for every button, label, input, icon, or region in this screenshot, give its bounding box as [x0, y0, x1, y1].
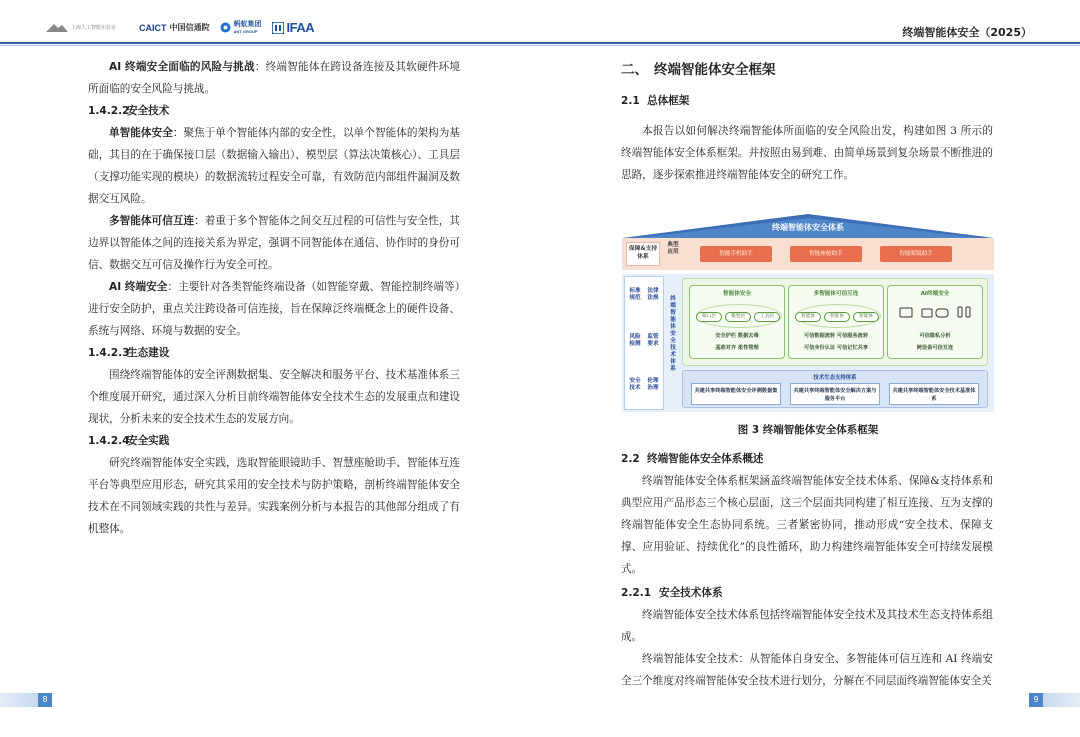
paragraph-text: ：终端智能体在跨设备连接及其软硬件环境所面临的安全风险与挑战。: [88, 61, 461, 95]
card-agent-security: [689, 285, 785, 359]
antgroup-logo-cn: 蚂蚁集团: [233, 20, 262, 28]
app-glasses-assistant: 智能眼镜助手: [880, 246, 952, 262]
heading-number: 1.4.2.4: [88, 435, 130, 447]
ifaa-logo-text: IFAA: [286, 20, 315, 35]
paragraph-ecosystem: 围绕终端智能体的安全评测数据集、安全解决和服务平台、技术基准体系三个维度展开研究，通过深入分析目前终端智能体安全技术生态的发展重点和建设现状，分析未来的安全技术生态的发展方向。: [88, 369, 460, 425]
heading-text: 总体框架: [647, 95, 690, 107]
antgroup-mark-icon: [220, 22, 231, 33]
heading-chapter-2: [621, 60, 993, 80]
antgroup-logo-text: [234, 21, 262, 35]
pill-agent-1: 智能体: [795, 312, 821, 322]
header-divider: [0, 42, 1080, 44]
paragraph-text: ：聚焦于单个智能体内部的安全性，以单个智能体的架构为基础，其目的在于确保接口层（数据输入输出）、模型层（算法决策核心）、工具层（支撑功能实现的模块）的数据流转过程安全可靠，有效防范内部组件漏洞及数据交互风险。: [88, 127, 460, 205]
eco-card-dataset: 共建共享终端智能体安全评测数据集: [691, 383, 781, 405]
security-tech-area: [682, 278, 988, 366]
heading-1-4-2-3: [88, 342, 460, 364]
support-system-label: 保障&支持体系: [626, 242, 660, 266]
ifaa-logo: [272, 20, 315, 35]
heading-text: 安全技术: [127, 105, 170, 117]
car-icon: [922, 309, 932, 317]
app-cockpit-assistant: 智能座舱助手: [790, 246, 862, 262]
heading-text: 终端智能体安全体系概述: [647, 453, 764, 465]
app-phone-assistant: 智能手机助手: [700, 246, 772, 262]
antgroup-logo-en: ANT GROUP: [233, 28, 258, 34]
heading-text: 生态建设: [127, 347, 170, 359]
pill-agent-2: 智能体: [824, 312, 850, 322]
paragraph-tech-dimensions: 终端智能体安全技术：从智能体自身安全、多智能体可信互连和 AI 终端安全三个维度对终端智能体安全技术进行划分，分解在不同层面终端智能体安全关: [621, 653, 993, 687]
heading-number: 1.4.2.2: [88, 105, 130, 117]
term-ai-terminal: AI 终端安全: [109, 281, 168, 293]
term-single-agent: 单智能体安全: [109, 127, 173, 139]
figure-caption: 图 3 终端智能体安全体系框架: [737, 424, 879, 436]
paragraph-ai-terminal: [88, 276, 460, 342]
paragraph-system-overview: 终端智能体安全体系框架涵盖终端智能体安全技术体系、保障&支持体系和典型应用产品形态三个核心层面，这三个层面共同构建了相互连接、互为支撑的终端智能体安全生态协同系统。三者紧密协同，推动形成“安全技术、保障支撑、应用验证、持续优化”的良性循环，助力构建终端智能体安全可持续发展模式。: [621, 475, 993, 575]
paragraph-ai-terminal-risk: [88, 56, 460, 100]
ecosystem-title: 技术生态支持体系: [813, 375, 857, 381]
glasses-icon: [936, 309, 948, 317]
phone-icon: [966, 307, 970, 317]
ifaa-mark-icon: [272, 22, 284, 34]
header-divider-light: [0, 45, 1080, 46]
side-label-law: 法律法规: [647, 288, 659, 301]
pill-model-layer: 模型层: [725, 312, 751, 322]
shailab-mark-icon: [46, 23, 68, 33]
term-multi-agent: 多智能体可信互连: [109, 215, 195, 227]
card-multi-agent: [788, 285, 884, 359]
eco-card-benchmark: 共建共享终端智能体安全技术基准体系: [889, 383, 979, 405]
heading-2-1: [621, 90, 993, 112]
paragraph-tech-system: 终端智能体安全技术体系包括终端智能体安全技术及其技术生态支持体系组成。: [621, 609, 993, 643]
shailab-logo-text: 上海人工智能实验室: [71, 24, 117, 31]
card-title: 多智能体可信互连: [813, 291, 859, 297]
card-ai-terminal: [887, 285, 983, 359]
heading-text: 终端智能体安全框架: [654, 62, 776, 78]
card-line-1: 可信数据流转 可信服务流转: [803, 333, 869, 339]
heading-1-4-2-4: [88, 430, 460, 452]
caict-logo: [139, 22, 210, 33]
shailab-logo: [46, 23, 129, 33]
heading-number: 2.1: [621, 95, 640, 107]
pill-interface-layer: 接口层: [696, 312, 722, 322]
side-label-standards: 标准规范: [629, 288, 641, 301]
heading-number: 二、: [621, 62, 648, 78]
card-line-2: 基准对齐 柔性管理: [715, 345, 759, 351]
paragraph-text: ：主要针对各类智能终端设备（如智能穿戴、智能控制终端等）进行安全防护，重点关注跨设备可信连接，旨在保障泛终端概念上的硬件设备、系统与网络、环境与数据的安全。: [88, 281, 460, 337]
document-title: 终端智能体安全（2025）: [902, 26, 1032, 39]
right-page-column: [621, 60, 993, 186]
diagram-title: 终端智能体安全体系: [772, 223, 844, 232]
page-header: [0, 0, 1080, 44]
application-band: [622, 238, 994, 270]
paragraph-single-agent: [88, 122, 460, 210]
heading-number: 2.2.1: [621, 587, 652, 599]
term-ai-terminal-risk: AI 终端安全面临的风险与挑战: [109, 61, 255, 73]
typical-app-label: 典型应用: [667, 242, 679, 255]
pill-tool-layer: 工具层: [754, 312, 780, 322]
pill-agent-3: 智能体: [853, 312, 879, 322]
left-page-column: [88, 56, 460, 540]
heading-number: 1.4.2.3: [88, 347, 130, 359]
heading-text: 安全技术体系: [659, 587, 723, 599]
heading-1-4-2-2: [88, 100, 460, 122]
side-label-regulation: 监管要求: [647, 334, 659, 347]
card-title: AI终端安全: [920, 291, 950, 297]
side-label-ethics: 伦理治理: [647, 378, 659, 391]
card-line-1: 安全护栏 数据去毒: [715, 333, 759, 339]
monitor-icon: [900, 308, 912, 317]
paragraph-multi-agent: [88, 210, 460, 276]
right-page-column-lower: [621, 448, 993, 692]
side-label-security: 安全技术: [629, 378, 641, 391]
eco-card-platform: 共建共享终端智能体安全解决方案与服务平台: [790, 383, 880, 405]
heading-2-2: [621, 448, 993, 470]
diagram-roof: [622, 214, 994, 238]
antgroup-logo: [220, 21, 262, 35]
card-line-2: 跨设备可信互连: [916, 345, 954, 351]
phone-icon: [958, 307, 962, 317]
ecosystem-support-area: [682, 370, 988, 408]
heading-text: 安全实践: [127, 435, 170, 447]
paragraph-text: ：着重于多个智能体之间交互过程的可信性与安全性，其边界以智能体之间的连接关系为界定，强调不同智能体在通信、协作时的身份可信、数据交互可信及操作行为安全可控。: [88, 215, 461, 271]
card-title: 智能体安全: [723, 291, 751, 297]
framework-diagram: [622, 214, 994, 412]
partner-logos: [46, 20, 314, 35]
tech-system-label: 终端智能体安全技术体系: [670, 296, 676, 372]
caict-logo-cn: 中国信通院: [169, 23, 210, 32]
heading-number: 2.2: [621, 453, 640, 465]
card-line-1: 可信隐私分析: [919, 333, 951, 339]
caict-logo-text: CAICT: [139, 22, 167, 33]
heading-2-2-1: [621, 582, 993, 604]
security-tech-band: [622, 274, 994, 412]
paragraph-practice: 研究终端智能体安全实践，选取智能眼镜助手、智慧座舱助手、智能体互连平台等典型应用形态，研究其采用的安全技术与防护策略，剖析终端智能体安全技术在不同领域实践的共性与差异。实践案例分析与本报告的其他部分组成了有机整体。: [88, 457, 460, 535]
card-line-2: 可信身份认证 可信记忆共享: [803, 345, 869, 351]
paragraph-overall-framework: 本报告以如何解决终端智能体所面临的安全风险出发，构建如图 3 所示的终端智能体安全体系框架。并按照由易到难、由简单场景到复杂场景不断推进的思路，逐步探索推进终端智能体安全的研究工作。: [621, 125, 993, 181]
side-label-risk: 风险检测: [629, 334, 641, 347]
page-number-right: 9: [1029, 693, 1043, 707]
page-number-left: 8: [38, 693, 52, 707]
device-icons: [888, 304, 984, 322]
